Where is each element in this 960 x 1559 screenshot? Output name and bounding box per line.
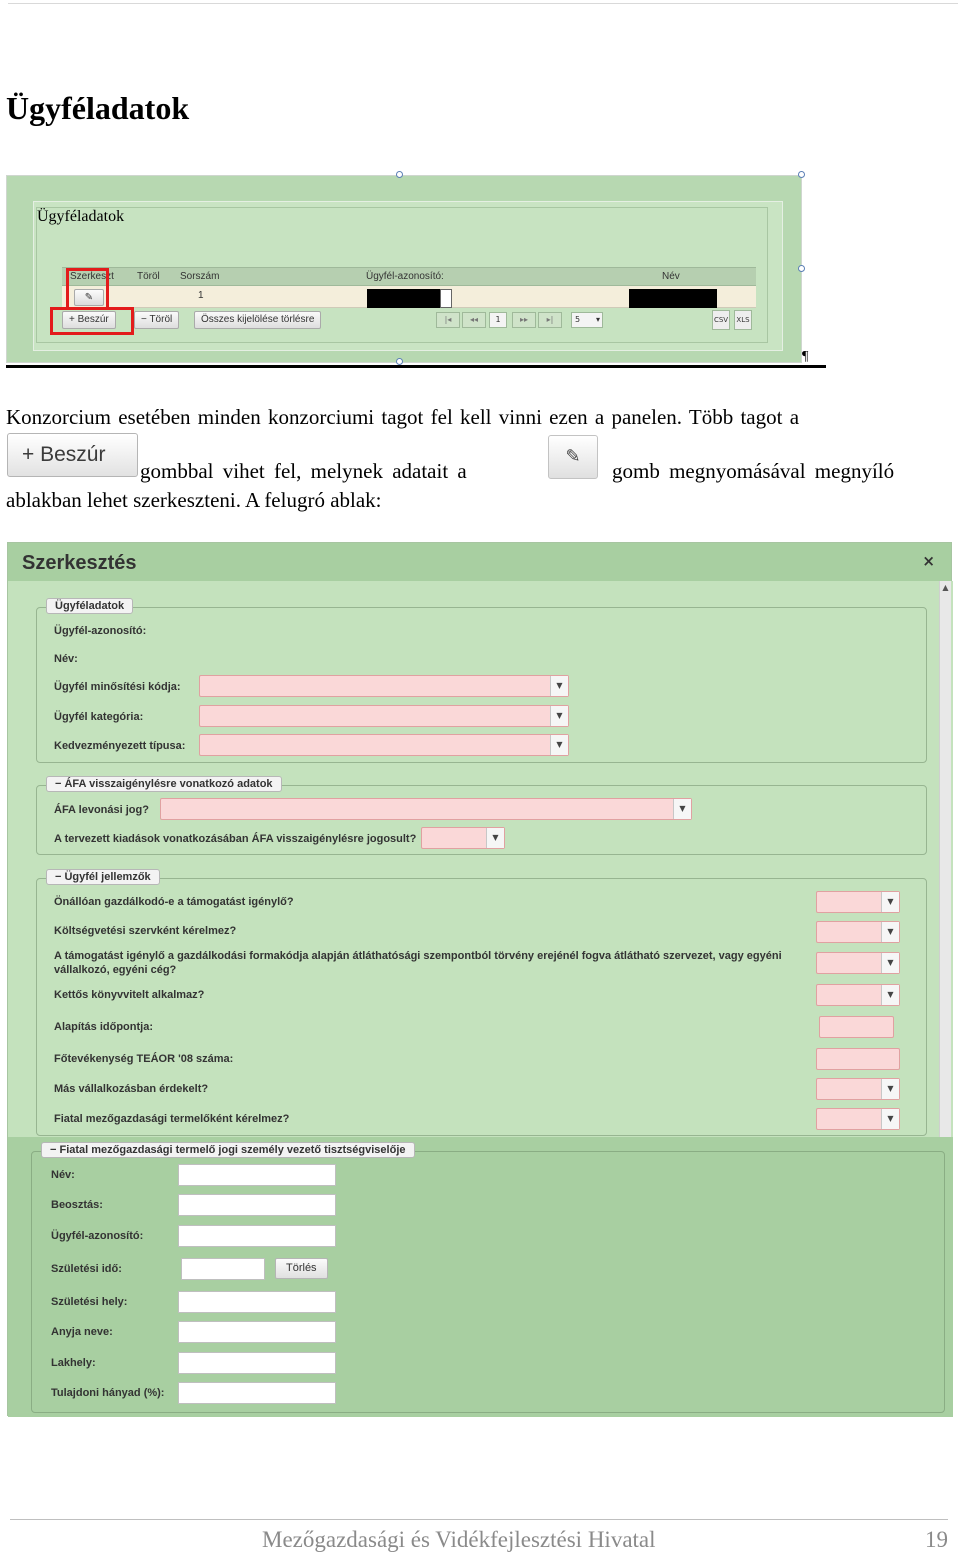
last-page-icon[interactable]: ▸| xyxy=(538,312,562,328)
onallo-gazdalkodo-select[interactable] xyxy=(816,891,900,913)
resize-handle xyxy=(396,171,403,178)
afa-visszaigenyles-select[interactable] xyxy=(421,827,505,849)
tulajdoni-hanyad-input[interactable] xyxy=(178,1382,336,1404)
anyja-neve-input[interactable] xyxy=(178,1321,336,1343)
label-lakhely: Lakhely: xyxy=(51,1357,96,1369)
label-beosztas: Beosztás: xyxy=(51,1199,103,1211)
chevron-down-icon[interactable]: ▼ xyxy=(881,892,899,912)
label-v-nev: Név: xyxy=(51,1169,75,1181)
redacted-edge xyxy=(440,289,452,308)
chevron-down-icon[interactable]: ▼ xyxy=(550,735,568,755)
paragraph-mark: ¶ xyxy=(802,349,809,364)
col-sorszam[interactable]: Sorszám xyxy=(180,271,220,282)
torles-button[interactable]: Törlés xyxy=(275,1258,328,1279)
pencil-icon: ✎ xyxy=(84,292,94,303)
label-afa-visszaigenyles: A tervezett kiadások vonatkozásában ÁFA visszaigénylésre jogosult? xyxy=(54,833,417,845)
close-icon[interactable]: × xyxy=(922,552,935,570)
label-minositesi-kod: Ügyfél minősítési kódja: xyxy=(54,681,181,693)
label-tulajdoni-hanyad: Tulajdoni hányad (%): xyxy=(51,1387,165,1399)
page-heading: Ügyféladatok xyxy=(6,90,190,126)
page-size-value: 5 xyxy=(575,315,581,324)
torol-button[interactable]: − Töröl xyxy=(134,311,179,329)
label-teaor: Főtevékenység TEÁOR '08 száma: xyxy=(54,1053,234,1065)
col-torol[interactable]: Töröl xyxy=(137,271,160,282)
grid-header xyxy=(62,267,756,286)
dialog-title: Szerkesztés xyxy=(22,552,137,574)
legend-afa[interactable]: − ÁFA visszaigénylésre vonatkozó adatok xyxy=(46,776,282,792)
label-atlathato-szervezet: A támogatást igénylő a gazdálkodási formakódja alapján átláthatósági szempontból törvény erejénél fogva átlátható szervezet, vagy egyéni xyxy=(54,950,782,962)
beszur-button[interactable]: + Beszúr xyxy=(62,311,116,329)
page-size-select[interactable] xyxy=(571,312,603,328)
chevron-down-icon[interactable]: ▼ xyxy=(881,1079,899,1099)
footer-text: Mezőgazdasági és Vidékfejlesztési Hivatal xyxy=(262,1527,656,1552)
footer-rule xyxy=(10,1519,948,1520)
col-szerkeszt[interactable]: Szerkeszt xyxy=(70,271,114,282)
chevron-down-icon[interactable]: ▼ xyxy=(550,676,568,696)
resize-handle xyxy=(396,358,403,365)
label-szuletesi-hely: Születési hely: xyxy=(51,1296,128,1308)
label-ugyfel-azonosito: Ügyfél-azonosító: xyxy=(54,625,147,637)
kedvezmenyezett-tipus-select[interactable] xyxy=(199,734,569,756)
page-number[interactable]: 1 xyxy=(489,312,507,328)
dialog-header xyxy=(8,543,951,581)
resize-handle xyxy=(798,265,805,272)
fieldset-vezeto-tisztsegviselo xyxy=(31,1151,945,1413)
resize-handle xyxy=(798,171,805,178)
redacted-id xyxy=(367,289,440,308)
label-kettos-konyvvitel: Kettős könyvvitelt alkalmaz? xyxy=(54,989,205,1001)
kettos-konyvvitel-select[interactable] xyxy=(816,984,900,1006)
edit-dialog xyxy=(7,542,952,1416)
beszur-button-illustration: + Beszúr xyxy=(7,433,138,477)
label-v-ugyfel-azonosito: Ügyfél-azonosító: xyxy=(51,1230,144,1242)
chevron-down-icon[interactable]: ▼ xyxy=(881,985,899,1005)
paragraph-line-1: Konzorcium esetében minden konzorciumi tagot fel kell vinni ezen a panelen. Több tagot a xyxy=(6,405,800,429)
chevron-down-icon[interactable]: ▼ xyxy=(881,953,899,973)
label-fiatal-termelo: Fiatal mezőgazdasági termelőként kérelmez? xyxy=(54,1113,290,1125)
v-ugyfel-azonosito-input[interactable] xyxy=(178,1225,336,1247)
atlathato-szervezet-select[interactable] xyxy=(816,952,900,974)
teaor-input[interactable] xyxy=(816,1048,900,1070)
col-nev[interactable]: Név xyxy=(662,271,680,282)
col-ugyfel-azonosito[interactable]: Ügyfél-azonosító: xyxy=(366,271,444,282)
label-kedvezmenyezett-tipus: Kedvezményezett típusa: xyxy=(54,740,186,752)
label-afa-levonasi-jog: ÁFA levonási jog? xyxy=(54,804,149,816)
chevron-down-icon[interactable]: ▼ xyxy=(673,799,691,819)
alapitas-idopontja-input[interactable] xyxy=(819,1016,894,1038)
label-koltsegvetesi-szerv: Költségvetési szervként kérelmez? xyxy=(54,925,237,937)
fiatal-termelo-select[interactable] xyxy=(816,1108,900,1130)
label-alapitas-idopontja: Alapítás időpontja: xyxy=(54,1021,153,1033)
chevron-down-icon[interactable]: ▼ xyxy=(881,922,899,942)
chevron-down-icon: ▾ xyxy=(595,315,600,324)
highlight-edit xyxy=(66,268,109,310)
kategoria-select[interactable] xyxy=(199,705,569,727)
label-mas-vallalkozas: Más vállalkozásban érdekelt? xyxy=(54,1083,209,1095)
chevron-down-icon[interactable]: ▼ xyxy=(881,1109,899,1129)
csv-export-icon[interactable]: CSV xyxy=(712,310,730,330)
szuletesi-hely-input[interactable] xyxy=(178,1291,336,1313)
legend-vezeto-tisztsegviselo[interactable]: − Fiatal mezőgazdasági termelő jogi személy vezető tisztségviselője xyxy=(41,1142,415,1158)
first-page-icon[interactable]: |◂ xyxy=(436,312,460,328)
paragraph-line-3: ablakban lehet szerkeszteni. A felugró ablak: xyxy=(6,488,382,512)
legend-ugyfeladatok: Ügyféladatok xyxy=(46,598,133,614)
highlight-beszur xyxy=(50,307,134,335)
koltsegvetesi-szerv-select[interactable] xyxy=(816,921,900,943)
clear-selection-button[interactable]: Összes kijelölése törlésre xyxy=(194,311,321,329)
chevron-down-icon[interactable]: ▼ xyxy=(486,828,504,848)
next-page-icon[interactable]: ▸▸ xyxy=(512,312,536,328)
label-nev: Név: xyxy=(54,653,78,665)
label-atlathato-szervezet-cont: vállalkozó, egyéni cég? xyxy=(54,964,177,976)
minositesi-kod-select[interactable] xyxy=(199,675,569,697)
mas-vallalkozas-select[interactable] xyxy=(816,1078,900,1100)
section-rule xyxy=(6,365,826,368)
label-anyja-neve: Anyja neve: xyxy=(51,1326,113,1338)
szuletesi-ido-input[interactable] xyxy=(181,1258,265,1280)
paragraph-line-2b: gomb megnyomásával megnyíló xyxy=(612,459,895,483)
xls-export-icon[interactable]: XLS xyxy=(734,310,752,330)
redacted-name xyxy=(629,289,717,308)
prev-page-icon[interactable]: ◂◂ xyxy=(462,312,486,328)
legend-ugyfel-jellemzok[interactable]: − Ügyfél jellemzők xyxy=(46,869,160,885)
lakhely-input[interactable] xyxy=(178,1352,336,1374)
chevron-down-icon[interactable]: ▼ xyxy=(550,706,568,726)
paragraph-line-2a: gombbal vihet fel, melynek adatait a xyxy=(140,459,467,483)
label-szuletesi-ido: Születési idő: xyxy=(51,1263,122,1275)
page-number: 19 xyxy=(925,1527,948,1552)
scroll-up-icon[interactable]: ▲ xyxy=(942,583,949,592)
label-onallo-gazdalkodo: Önállóan gazdálkodó-e a támogatást igénylő? xyxy=(54,896,294,908)
v-nev-input[interactable] xyxy=(178,1164,336,1186)
afa-levonasi-jog-select[interactable] xyxy=(160,798,692,820)
label-kategoria: Ügyfél kategória: xyxy=(54,711,144,723)
row-sorszam: 1 xyxy=(198,290,204,301)
panel-title: Ügyféladatok xyxy=(37,208,125,225)
beosztas-input[interactable] xyxy=(178,1194,336,1216)
scrollbar[interactable] xyxy=(939,581,951,1137)
fieldset-ugyfel-jellemzok xyxy=(36,878,927,1136)
pencil-icon: ✎ xyxy=(548,435,598,479)
top-rule xyxy=(8,3,958,4)
